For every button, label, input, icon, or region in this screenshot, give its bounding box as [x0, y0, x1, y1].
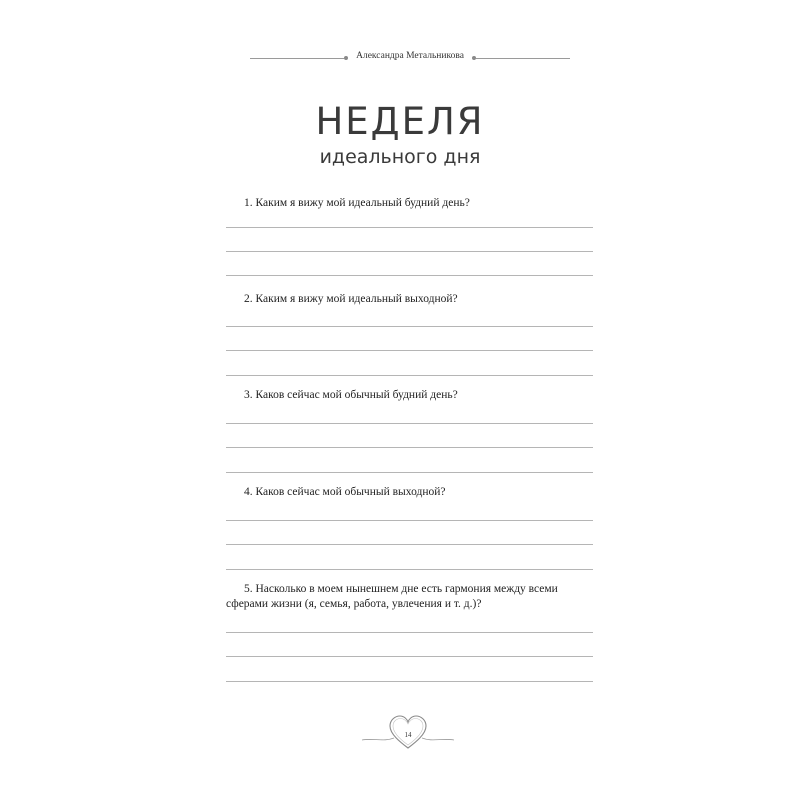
answer-line[interactable]	[226, 472, 593, 473]
answer-line[interactable]	[226, 544, 593, 545]
question-4	[226, 485, 598, 500]
question-3	[226, 388, 598, 403]
question-text: 5. Насколько в моем нынешнем дне есть гармония между всеми сферами жизни (я, семья, работа, увлечения и т. д.)?	[226, 583, 558, 610]
running-header	[248, 50, 572, 66]
question-text: 4. Каков сейчас мой обычный выходной?	[244, 486, 446, 498]
answer-line[interactable]	[226, 681, 593, 682]
answer-line[interactable]	[226, 227, 593, 228]
author-name: Александра Метальникова	[356, 51, 464, 61]
answer-line[interactable]	[226, 251, 593, 252]
answer-line[interactable]	[226, 423, 593, 424]
page-subtitle: идеального дня	[319, 146, 481, 168]
answer-line[interactable]	[226, 326, 593, 327]
page-number: 14	[404, 731, 412, 739]
answer-line[interactable]	[226, 569, 593, 570]
question-text: 2. Каким я вижу мой идеальный выходной?	[244, 293, 458, 305]
answer-line[interactable]	[226, 632, 593, 633]
question-2	[226, 292, 598, 307]
answer-line[interactable]	[226, 520, 593, 521]
question-5	[226, 582, 598, 612]
page-title: НЕДЕЛЯ	[315, 100, 485, 143]
question-text: 3. Каков сейчас мой обычный будний день?	[244, 389, 458, 401]
answer-line[interactable]	[226, 275, 593, 276]
answer-line[interactable]	[226, 350, 593, 351]
question-1	[226, 196, 598, 211]
page-footer	[360, 712, 456, 752]
answer-line[interactable]	[226, 375, 593, 376]
question-text: 1. Каким я вижу мой идеальный будний день?	[244, 197, 470, 209]
answer-line[interactable]	[226, 656, 593, 657]
header-rule-right	[476, 58, 570, 59]
answer-line[interactable]	[226, 447, 593, 448]
